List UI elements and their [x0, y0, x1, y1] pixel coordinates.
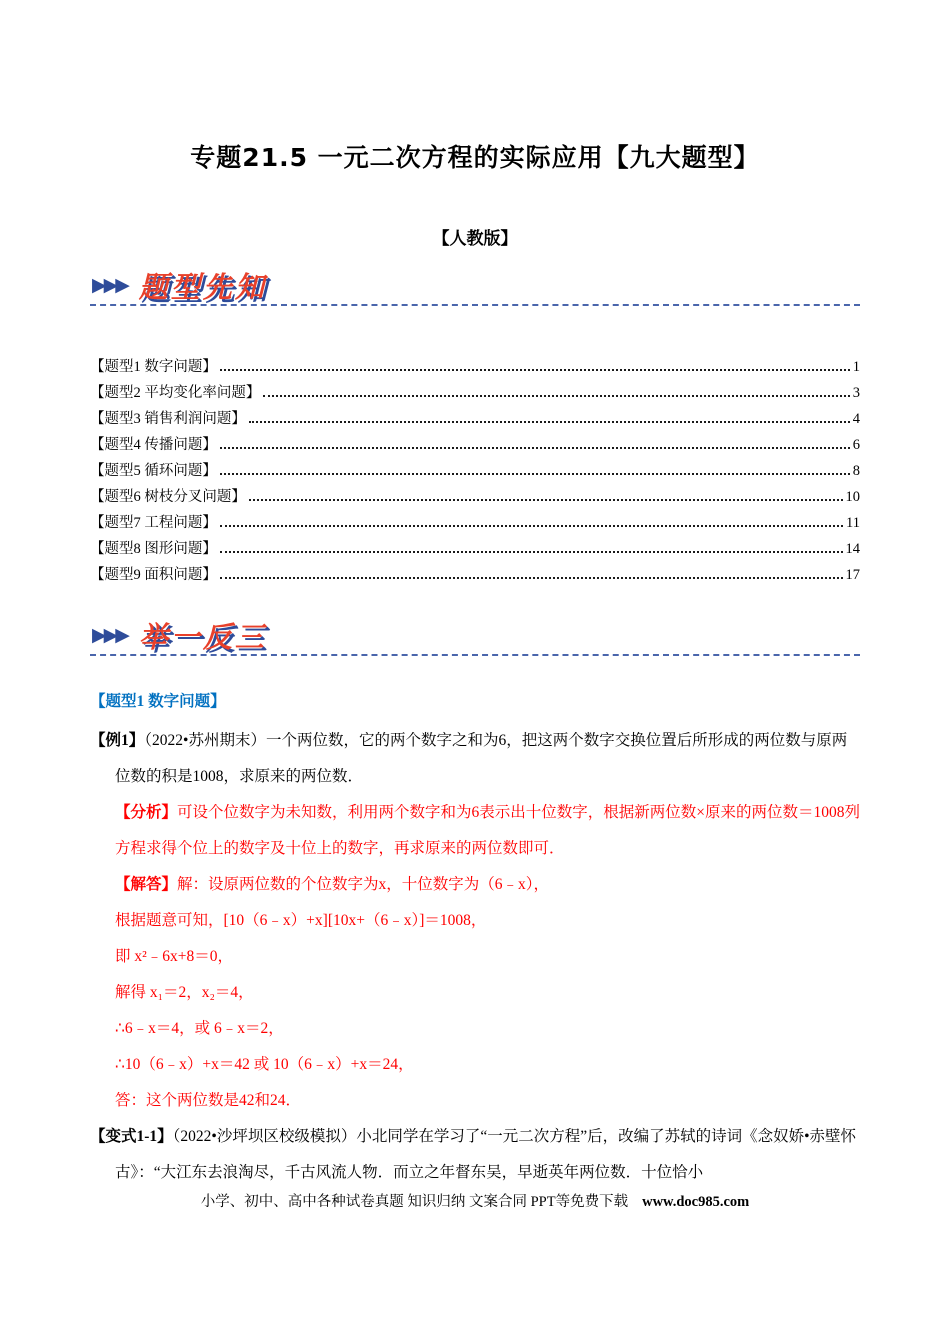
toc-leader-dots — [249, 499, 843, 501]
solution-line: 答：这个两位数是42和24． — [115, 1092, 302, 1109]
toc-item — [90, 563, 860, 589]
toc-leader-dots — [249, 421, 850, 423]
toc-leader-dots — [220, 525, 843, 527]
toc-leader-dots — [263, 395, 849, 397]
analysis-tag: 【分析】 — [115, 804, 178, 821]
example1-paragraph — [90, 723, 860, 795]
triple-arrow-icon: ▶▶▶ — [92, 275, 127, 296]
topic1-heading: 【题型1 数字问题】 — [90, 693, 226, 710]
analysis-paragraph — [115, 795, 860, 867]
toc-item-label: 【题型6 树枝分叉问题】 — [90, 489, 246, 505]
solution-tag: 【解答】 — [115, 876, 178, 893]
toc-leader-dots — [220, 577, 843, 579]
solution-line: 解得 x₁＝2，x₂＝4， — [115, 984, 254, 1001]
table-of-contents — [90, 355, 860, 589]
toc-leader-dots — [220, 447, 850, 449]
example1-text: （2022•苏州期末）一个两位数，它的两个数字之和为6，把这两个数字交换位置后所形成的两位数与原两位数的积是1008，求原来的两位数． — [115, 732, 848, 785]
toc-leader-dots — [220, 551, 843, 553]
triple-arrow-icon: ▶▶▶ — [92, 625, 127, 646]
solution-line: 根据题意可知，[10（6﹣x）+x][10x+（6﹣x）]＝1008， — [115, 912, 487, 929]
toc-item-label: 【题型7 工程问题】 — [90, 515, 217, 531]
toc-page-number: 4 — [852, 411, 860, 427]
section-banner-topic-preview — [90, 265, 860, 311]
variant11-tag: 【变式1-1】 — [90, 1128, 173, 1145]
banner-title-first: 题型先知 — [138, 270, 267, 304]
solution-line: 即 x²﹣6x+8＝0， — [115, 948, 234, 965]
footer-link[interactable]: www.doc985.com — [642, 1194, 750, 1210]
solution-line — [115, 867, 860, 903]
toc-item — [90, 459, 860, 485]
toc-page-number: 1 — [852, 359, 860, 375]
toc-item-label: 【题型8 图形问题】 — [90, 541, 217, 557]
toc-page-number: 10 — [845, 489, 860, 505]
solution-line: ∴10（6﹣x）+x＝42 或 10（6﹣x）+x＝24， — [115, 1056, 414, 1073]
toc-item — [90, 537, 860, 563]
toc-page-number: 14 — [845, 541, 860, 557]
toc-item-label: 【题型5 循环问题】 — [90, 463, 217, 479]
footer-text: 小学、初中、高中各种试卷真题 知识归纳 文案合同 PPT等免费下载 — [200, 1194, 629, 1210]
page-title: 专题21.5 一元二次方程的实际应用【九大题型】 — [190, 143, 760, 172]
toc-item — [90, 381, 860, 407]
toc-page-number: 8 — [852, 463, 860, 479]
section-banner-practice — [90, 615, 860, 661]
toc-page-number: 11 — [846, 515, 860, 531]
toc-item-label: 【题型9 面积问题】 — [90, 567, 217, 583]
toc-item-label: 【题型3 销售利润问题】 — [90, 411, 246, 427]
edition-label: 【人教版】 — [432, 229, 518, 248]
page-footer — [0, 1190, 950, 1211]
toc-item-label: 【题型4 传播问题】 — [90, 437, 217, 453]
analysis-text: 可设个位数字为未知数，利用两个数字和为6表示出十位数字，根据新两位数×原来的两位数＝1008列方程求得个位上的数字及十位上的数字，再求原来的两位数即可． — [115, 804, 861, 857]
toc-item — [90, 511, 860, 537]
toc-page-number: 17 — [845, 567, 860, 583]
solution-line: ∴6﹣x＝4，或 6﹣x＝2， — [115, 1020, 284, 1037]
toc-page-number: 3 — [852, 385, 860, 401]
toc-item-label: 【题型2 平均变化率问题】 — [90, 385, 261, 401]
toc-leader-dots — [220, 473, 850, 475]
toc-item — [90, 355, 860, 381]
toc-item-label: 【题型1 数字问题】 — [90, 359, 217, 375]
variant11-paragraph — [90, 1119, 860, 1191]
solution-text: 解：设原两位数的个位数字为x，十位数字为（6﹣x）， — [177, 876, 550, 893]
toc-item — [90, 485, 860, 511]
toc-item — [90, 433, 860, 459]
banner-title-second: 举一反三 — [138, 620, 267, 654]
example1-tag: 【例1】 — [90, 732, 145, 749]
variant11-text: （2022•沙坪坝区校级模拟）小北同学在学习了“一元二次方程”后，改编了苏轼的诗词《念奴娇•赤壁怀古》：“大江东去浪淘尽，千古风流人物．而立之年督东吴，早逝英年两位数．十位恰小 — [115, 1128, 857, 1181]
toc-item — [90, 407, 860, 433]
toc-page-number: 6 — [852, 437, 860, 453]
toc-leader-dots — [220, 369, 850, 371]
